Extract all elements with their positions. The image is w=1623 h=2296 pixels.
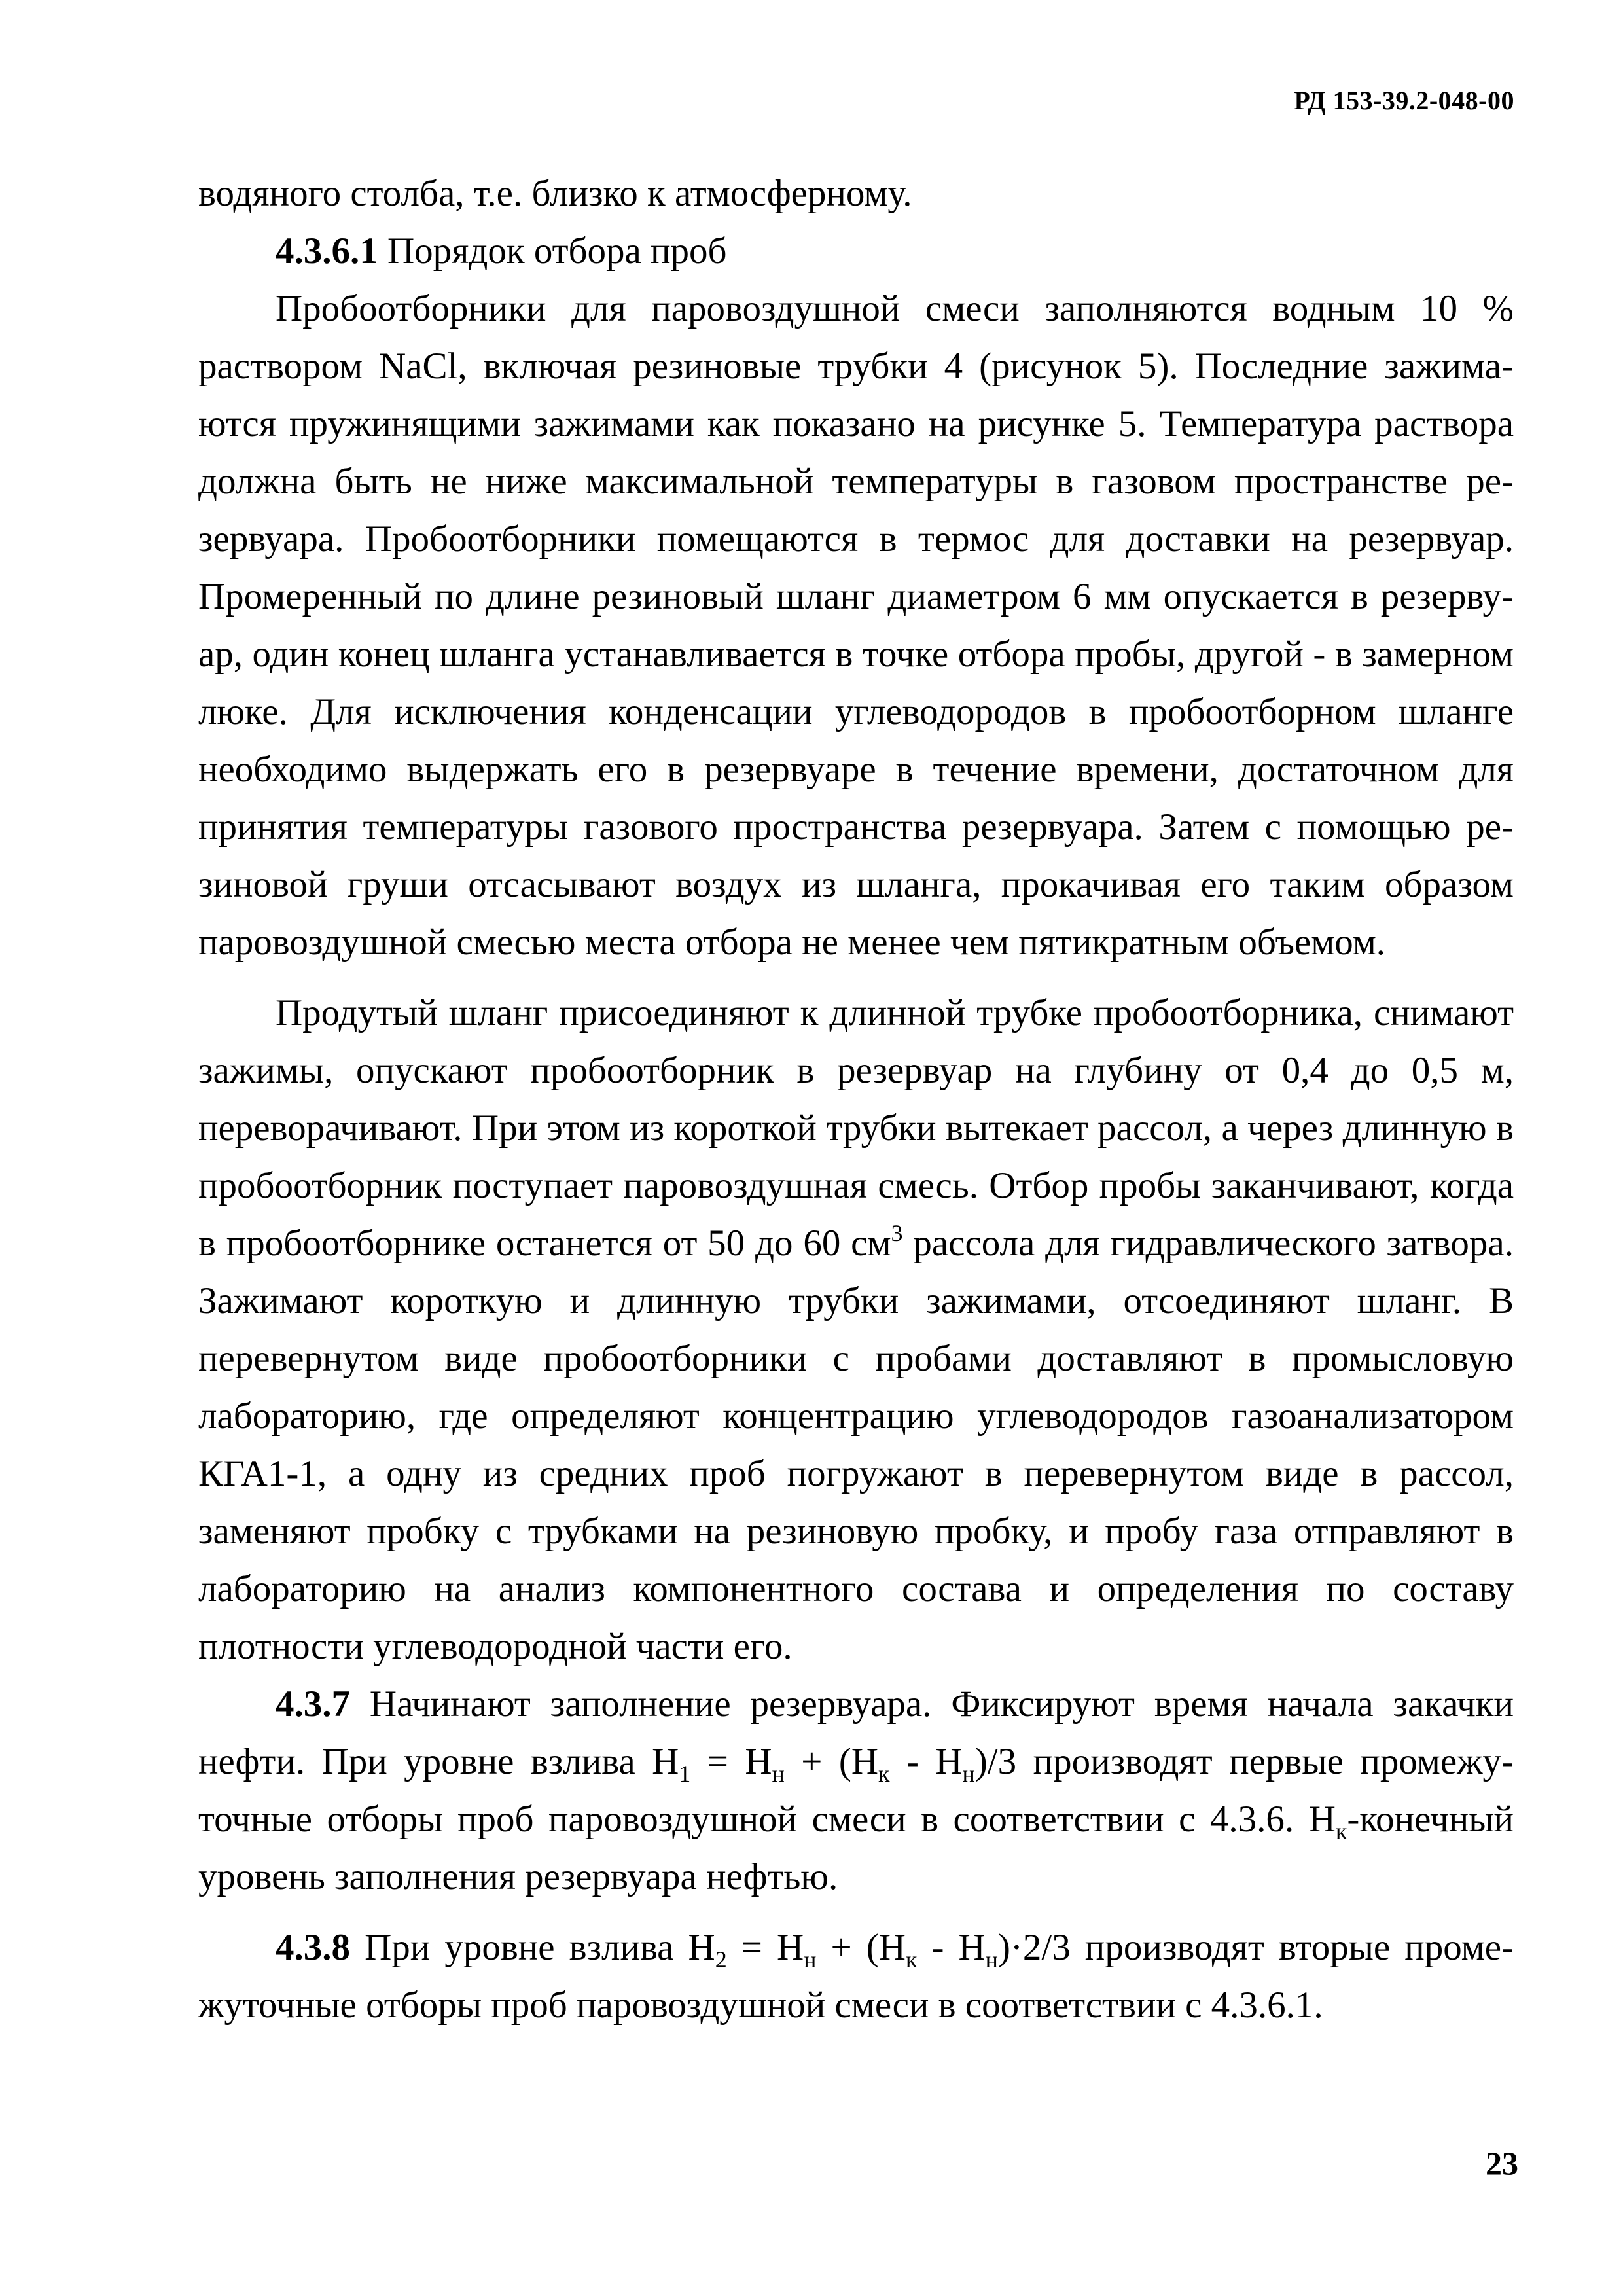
text-run: = Н [690, 1741, 772, 1782]
paragraph-section-4-3-7 [198, 1676, 1514, 1906]
subscript: н [985, 1946, 998, 1973]
text-run: )/3 производят первые промежуточные отборы проб паровоздушной смеси в соответствии с 4.3.6. Н [198, 1741, 1514, 1840]
text-run: = Н [726, 1927, 804, 1968]
subscript: н [962, 1761, 975, 1787]
subscript: к [1335, 1818, 1347, 1844]
page-number: 23 [1486, 2145, 1518, 2181]
text-run: Начинают заполнение резервуара. Фиксируют время начала закачки нефти. При уровне взлива Н [198, 1683, 1514, 1782]
paragraph-continuation: водяного столба, т.е. близко к атмосферному. [198, 173, 912, 214]
section-number: 4.3.8 [276, 1927, 350, 1968]
text-run: рассола для гидравлического затвора. Зажимают короткую и длинную трубки зажимами, отсоединяют шланг. В перевернутом виде пробоотборники с пробами доставляют в промысловую лабораторию, где определяют концентрацию углеводородов газоанализатором КГА1-1, а одну из средних проб погружают в перевернутом виде в рассол, заменяют пробку с трубками на резиновую пробку, и пробу газа отправляют в лабораторию на анализ компонентного состава и определения по составу плотности углеводородной части его. [198, 1223, 1514, 1667]
text-run: )·2/3 производят вторые промежуточные отборы проб паровоздушной смеси в соответствии с 4.3.6.1. [198, 1927, 1514, 2026]
section-number: 4.3.6.1 [276, 230, 378, 272]
subscript: н [772, 1761, 785, 1787]
subscript: к [878, 1761, 890, 1787]
document-code: РД 153-39.2-048-00 [1294, 86, 1514, 115]
section-title: Порядок отбора проб [378, 230, 727, 272]
subscript: н [804, 1946, 817, 1973]
text-run: При уровне взлива Н [350, 1927, 715, 1968]
section-number: 4.3.7 [276, 1683, 350, 1725]
text-run: + (Н [784, 1741, 878, 1782]
section-heading-4-3-6-1 [198, 223, 1514, 280]
page-content [198, 165, 1514, 2034]
text-run: - Н [917, 1927, 986, 1968]
text-run: + (Н [816, 1927, 906, 1968]
subscript: 2 [715, 1946, 727, 1973]
text-run: - Н [889, 1741, 963, 1782]
paragraph-section-4-3-8 [198, 1919, 1514, 2034]
text-run: Продутый шланг присоединяют к длинной трубке пробоотборника, снимают зажимы, опускают пробоотборник в резервуар на глубину от 0,4 до 0,5 м, переворачивают. При этом из короткой трубки вытекает рассол, а через длинную в пробоотборник поступает паровоздушная смесь. Отбор пробы заканчивают, когда в пробоотборнике останется от 50 до 60 см [198, 992, 1514, 1264]
paragraph-hose-connection [198, 984, 1514, 1676]
superscript: 3 [891, 1220, 903, 1246]
subscript: 1 [679, 1761, 691, 1787]
paragraph-sampler-filling: Пробоотборники для паровоздушной смеси заполняются водным 10 % раствором NaCl, включая резиновые трубки 4 (рисунок 5). Последние зажимаются пружинящими зажимами как показано на рисунке 5. Температура раствора должна быть не ниже максимальной температуры в газовом пространстве резервуара. Пробоотборники помещаются в термос для доставки на резервуар. Промеренный по длине резиновый шланг диаметром 6 мм опускается в резервуар, один конец шланга устанавливается в точке отбора пробы, другой - в замерном люке. Для исключения конденсации углеводородов в пробоотборном шланге необходимо выдержать его в резервуаре в течение времени, достаточном для принятия температуры газового пространства резервуара. Затем с помощью резиновой груши отсасывают воздух из шланга, прокачивая его таким образом паровоздушной смесью места отбора не менее чем пятикратным объемом. [198, 288, 1514, 963]
subscript: к [905, 1946, 918, 1973]
text-run: -конечный уровень заполнения резервуара нефтью. [198, 1799, 1514, 1897]
